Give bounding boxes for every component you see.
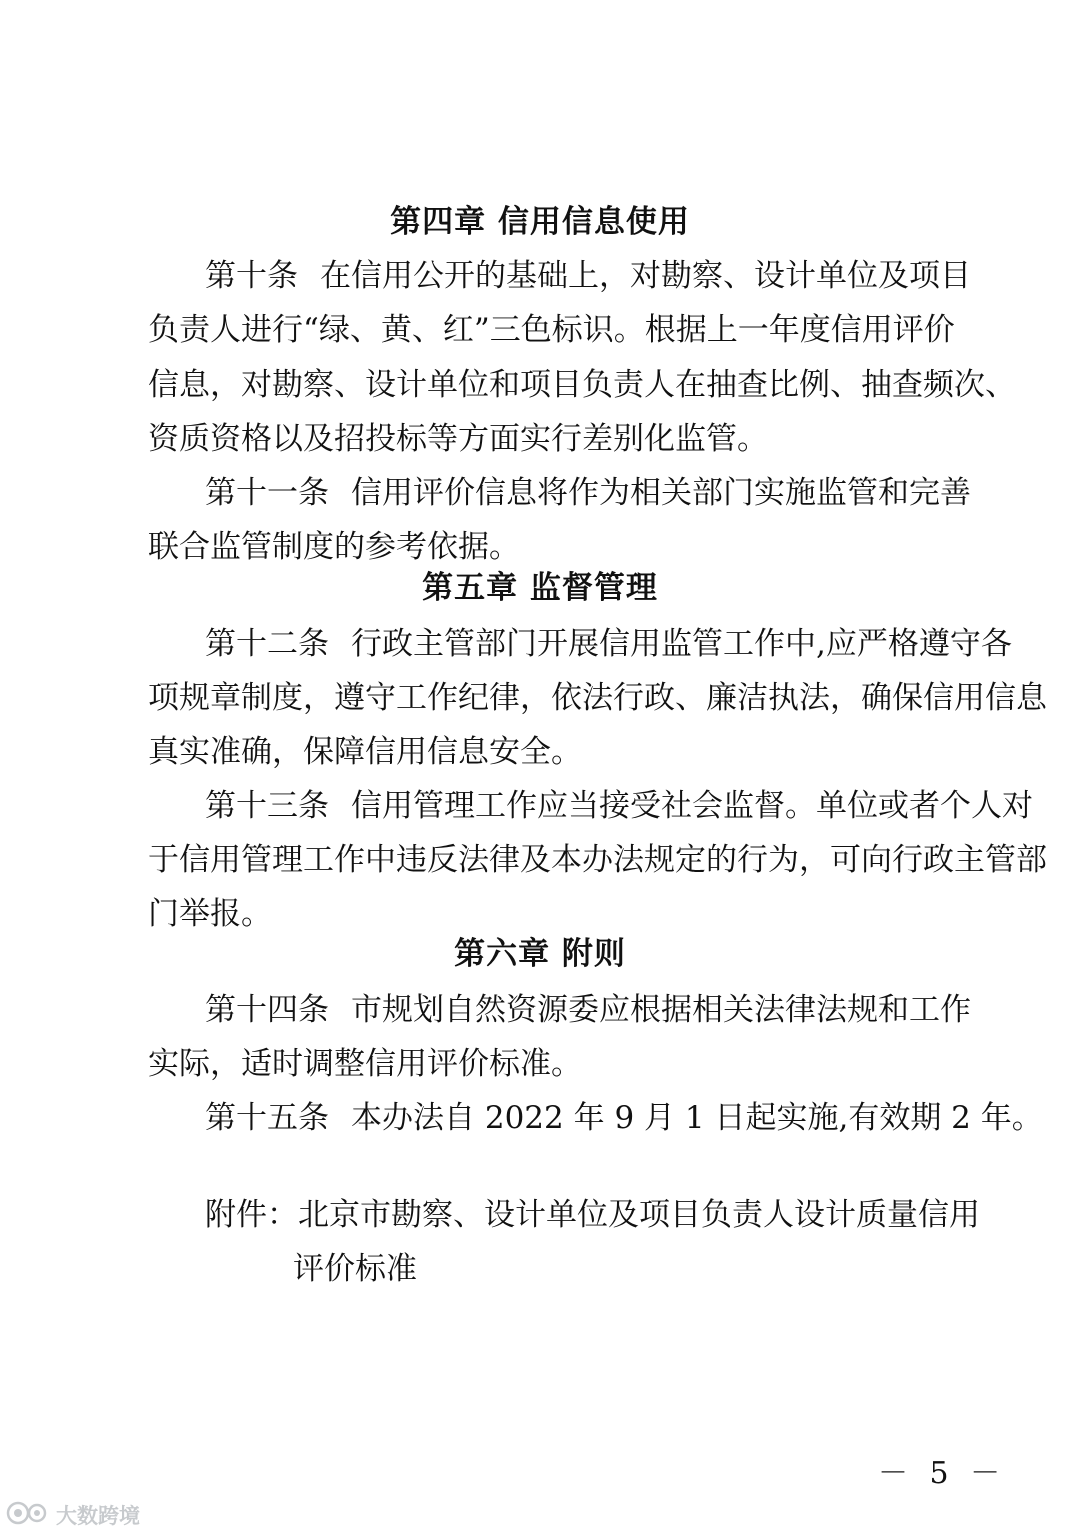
- article-13-label: 第十三条: [205, 788, 329, 824]
- article-10-line-2: 负责人进行“绿、黄、红”三色标识。根据上一年度信用评价: [148, 312, 955, 348]
- attachment-text-1: 北京市勘察、设计单位及项目负责人设计质量信用: [298, 1197, 980, 1233]
- article-10-line-1: [205, 256, 971, 296]
- attachment-line-1: [205, 1195, 980, 1235]
- watermark: [6, 1500, 140, 1530]
- article-12-line-1: [205, 624, 1012, 664]
- watermark-text: 大数跨境: [56, 1504, 140, 1528]
- article-10-label: 第十条: [205, 258, 298, 294]
- attachment-label: 附件：: [205, 1197, 298, 1233]
- article-14-line-1: [205, 990, 971, 1030]
- article-15-label: 第十五条: [205, 1100, 329, 1136]
- chapter-6-heading: 第六章 附则: [454, 936, 626, 972]
- article-14-text-1: 市规划自然资源委应根据相关法律法规和工作: [351, 992, 971, 1028]
- attachment-line-2: 评价标准: [293, 1251, 417, 1287]
- page-number: － 5 －: [878, 1456, 1007, 1491]
- article-12-text-1: 行政主管部门开展信用监管工作中,应严格遵守各: [351, 626, 1012, 662]
- article-11-line-1: [205, 473, 971, 513]
- article-12-label: 第十二条: [205, 626, 329, 662]
- chapter-4-heading: 第四章 信用信息使用: [390, 204, 690, 240]
- article-13-line-3: 门举报。: [148, 896, 272, 932]
- article-12-line-3: 真实准确，保障信用信息安全。: [148, 734, 582, 770]
- article-15-line-1: [205, 1098, 1043, 1138]
- article-14-line-2: 实际，适时调整信用评价标准。: [148, 1046, 582, 1082]
- article-13-line-1: [205, 786, 1033, 826]
- article-11-line-2: 联合监管制度的参考依据。: [148, 529, 520, 565]
- camera-logo-icon: [6, 1500, 50, 1530]
- article-10-line-4: 资质资格以及招投标等方面实行差别化监管。: [148, 421, 768, 457]
- article-14-label: 第十四条: [205, 992, 329, 1028]
- article-15-text-1: 本办法自 2022 年 9 月 1 日起实施,有效期 2 年。: [351, 1100, 1043, 1136]
- article-13-line-2: 于信用管理工作中违反法律及本办法规定的行为，可向行政主管部: [148, 842, 1047, 878]
- article-10-text-1: 在信用公开的基础上，对勘察、设计单位及项目: [320, 258, 971, 294]
- article-12-line-2: 项规章制度，遵守工作纪律，依法行政、廉洁执法，确保信用信息: [148, 680, 1047, 716]
- chapter-5-heading: 第五章 监督管理: [422, 570, 658, 606]
- article-13-text-1: 信用管理工作应当接受社会监督。单位或者个人对: [351, 788, 1033, 824]
- article-11-label: 第十一条: [205, 475, 329, 511]
- article-11-text-1: 信用评价信息将作为相关部门实施监管和完善: [351, 475, 971, 511]
- article-10-line-3: 信息，对勘察、设计单位和项目负责人在抽查比例、抽查频次、: [148, 367, 1016, 403]
